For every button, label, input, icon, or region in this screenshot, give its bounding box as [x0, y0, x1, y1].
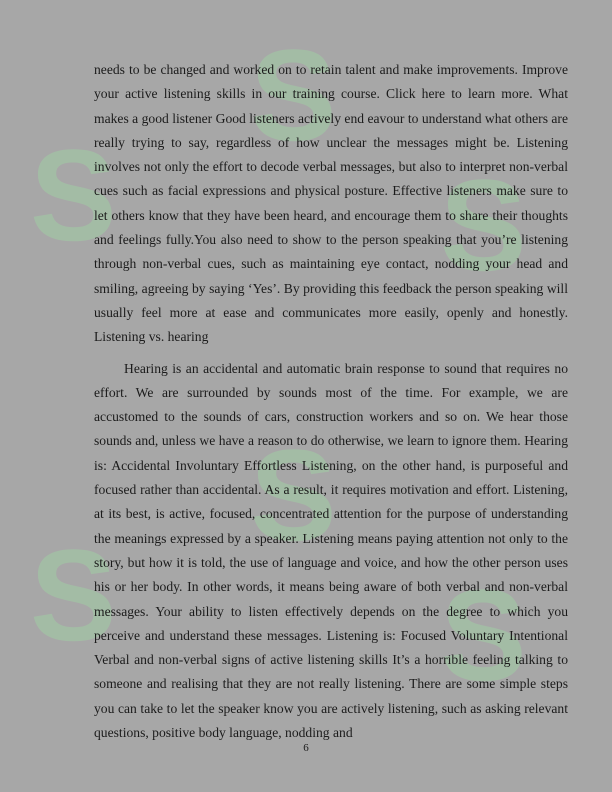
page-number: 6: [303, 742, 309, 754]
watermark-glyph: S: [440, 562, 527, 708]
watermark-glyph: S: [250, 22, 337, 168]
watermark-glyph: S: [30, 522, 117, 668]
watermark-glyph: S: [30, 122, 117, 268]
paragraph: Hearing is an accidental and automatic brain response to sound that requires no effort. We are surrounded by sounds most of the time. For example, we are accustomed to the sounds of cars, construction workers and so on. We hear those sounds and, unless we have a reason to do otherwise, we learn to ignore them. Hearing is: Accidental Involuntary Effortless Listening, on the other hand, is purposeful and focused rather than accidental. As a result, it requires motivation and effort. Listening, at its best, is active, focused, concentrated attention for the purpose of understanding the meanings expressed by a speaker. Listening means paying attention not only to the story, but how it is told, the use of language and voice, and how the other person uses his or her body. In other words, it means being aware of both verbal and non-verbal messages. Your ability to listen effectively depends on the degree to which you perceive and understand these messages. Listening is: Focused Voluntary Intentional Verbal and non-verbal signs of active listening skills It’s a horrible feeling talking to someone and realising that they are not really listening. There are some simple steps you can take to let the speaker know you are actively listening, such as asking relevant questions, positive body language, nodding and: [94, 360, 568, 741]
watermark-glyph: S: [250, 422, 337, 568]
watermark-glyph: S: [440, 152, 527, 298]
document-body: [94, 58, 568, 745]
paragraph: needs to be changed and worked on to retain talent and make improvements. Improve your active listening skills in our training course. Click here to learn more. What makes a good listener Good listeners actively end eavour to understand what others are really trying to say, regardless of how unclear the messages might be. Listening involves not only the effort to decode verbal messages, but also to interpret non-verbal cues such as facial expressions and physical posture. Effective listeners make sure to let others know that they have been heard, and encourage them to share their thoughts and feelings fully.You also need to show to the person speaking that you’re listening through non-verbal cues, such as maintaining eye contact, nodding your head and smiling, agreeing by saying ‘Yes’. By providing this feedback the person speaking will usually feel more at ease and communicates more easily, openly and honestly. Listening vs. hearing: [94, 62, 568, 345]
